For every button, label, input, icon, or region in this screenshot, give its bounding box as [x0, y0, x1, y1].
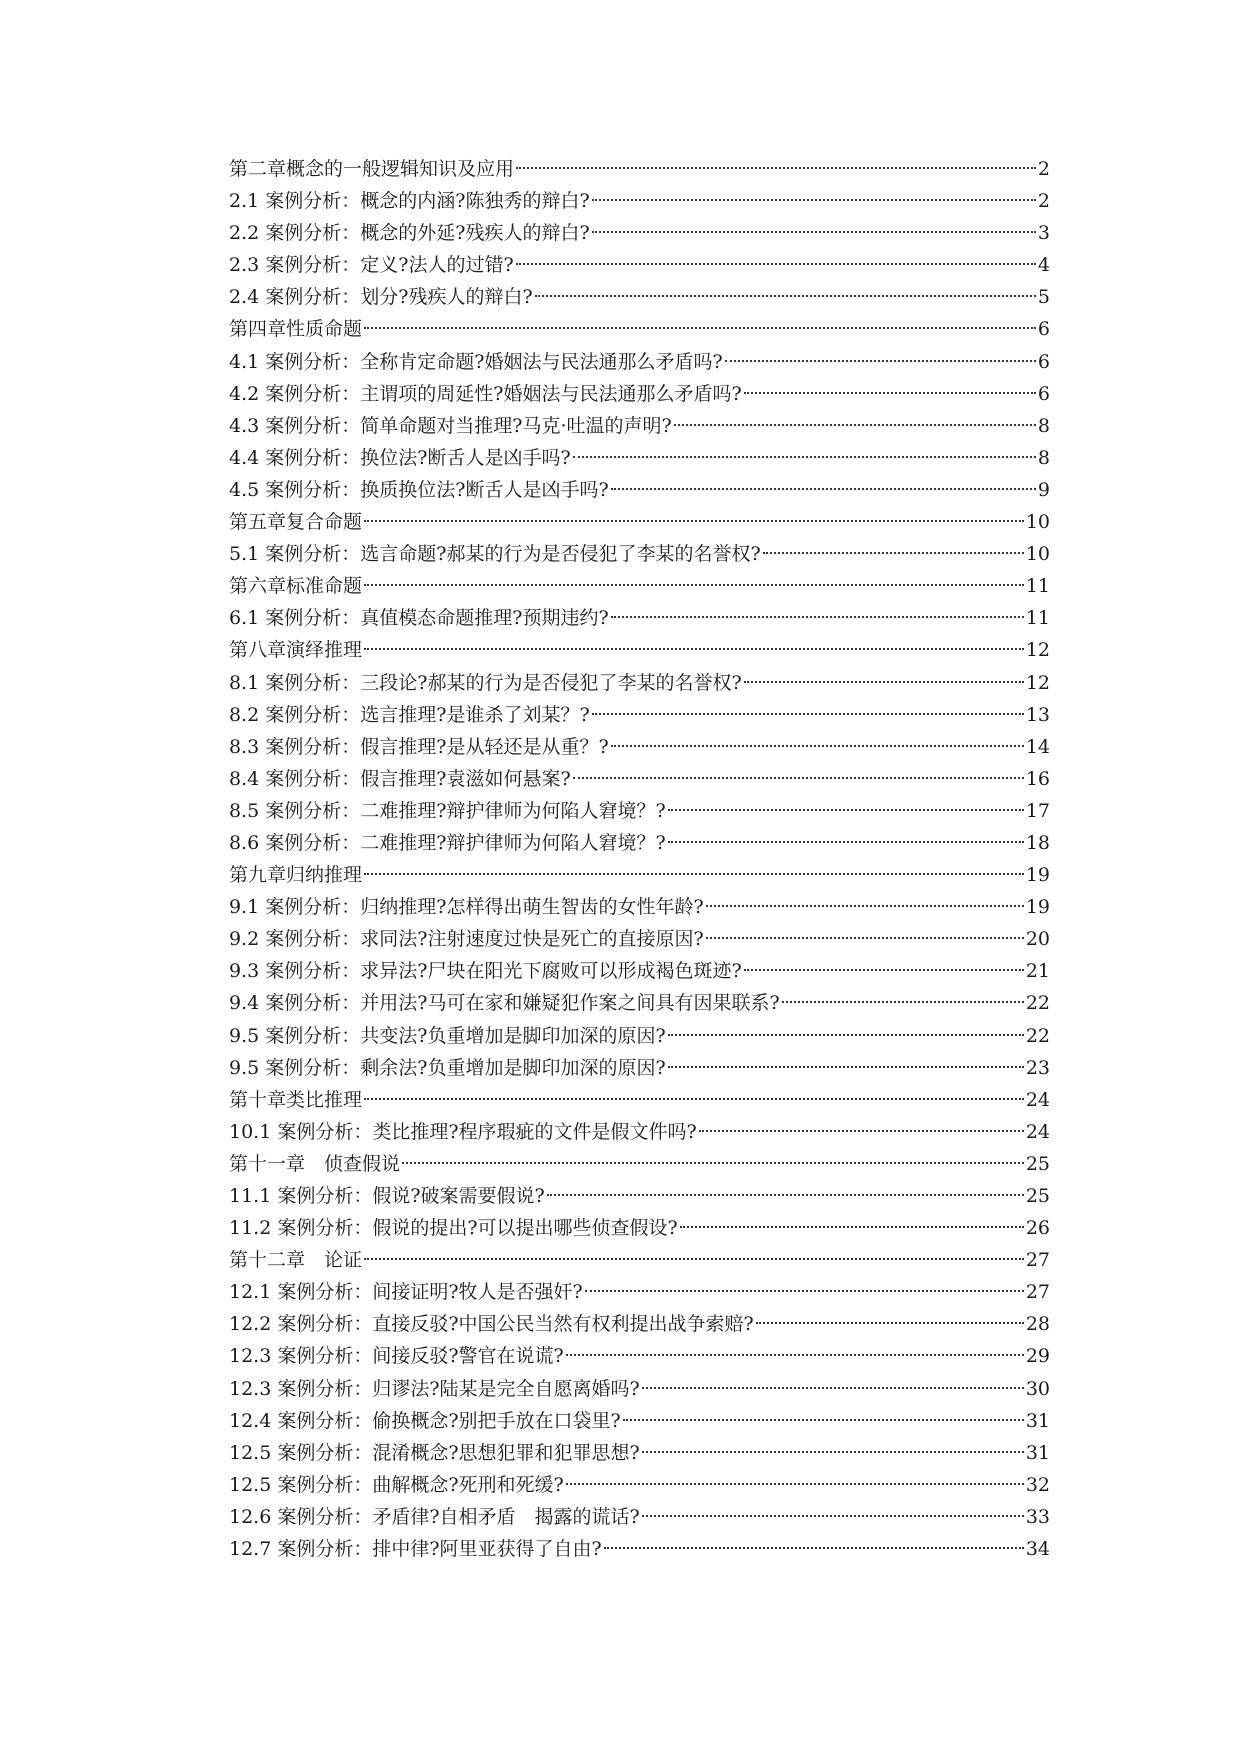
toc-entry[interactable]: [229, 602, 1050, 634]
toc-entry-title: 第六章标准命题: [229, 575, 363, 598]
dot-leader: [623, 1419, 1024, 1421]
toc-entry-page-number: 6: [1037, 382, 1050, 405]
toc-entry[interactable]: [229, 538, 1050, 570]
toc-entry-page-number: 24: [1025, 1120, 1050, 1143]
toc-entry-page-number: 9: [1037, 478, 1050, 501]
dot-leader: [668, 809, 1024, 811]
toc-entry-page-number: 6: [1037, 350, 1050, 373]
toc-entry[interactable]: [229, 1116, 1050, 1148]
toc-entry-title: 9.2 案例分析：求同法?注射速度过快是死亡的直接原因?: [229, 928, 704, 951]
toc-entry-page-number: 4: [1037, 254, 1050, 277]
toc-entry-title: 11.1 案例分析：假说?破案需要假说?: [229, 1185, 545, 1207]
toc-entry[interactable]: [229, 891, 1050, 923]
toc-entry-page-number: 10: [1025, 511, 1050, 534]
dot-leader: [535, 295, 1036, 297]
dot-leader: [611, 488, 1036, 490]
toc-entry[interactable]: [229, 731, 1050, 763]
toc-entry[interactable]: [229, 346, 1050, 378]
toc-entry-title: 12.6 案例分析：矛盾律?自相矛盾 揭露的谎话?: [229, 1505, 640, 1528]
toc-entry-title: 第十二章 论证: [229, 1249, 363, 1272]
dot-leader: [364, 1098, 1024, 1100]
toc-entry-title: 4.5 案例分析：换质换位法?断舌人是凶手吗?: [229, 478, 609, 501]
dot-leader: [699, 1130, 1024, 1132]
toc-entry-page-number: 8: [1037, 446, 1050, 469]
toc-entry-page-number: 16: [1025, 767, 1050, 790]
dot-leader: [668, 1066, 1024, 1068]
dot-leader: [573, 456, 1036, 458]
dot-leader: [566, 1354, 1024, 1356]
toc-entry[interactable]: [229, 1501, 1050, 1533]
dot-leader: [592, 199, 1036, 201]
dot-leader: [585, 1290, 1024, 1292]
toc-entry[interactable]: [229, 249, 1050, 281]
toc-entry-title: 4.2 案例分析：主谓项的周延性?婚姻法与民法通那么矛盾吗?: [229, 382, 742, 405]
toc-entry-page-number: 8: [1037, 414, 1050, 437]
toc-entry[interactable]: [229, 1437, 1050, 1469]
toc-entry[interactable]: [229, 1308, 1050, 1340]
dot-leader: [744, 392, 1036, 394]
toc-entry-page-number: 25: [1025, 1152, 1050, 1175]
toc-entry-title: 8.4 案例分析：假言推理?袁滋如何悬案?: [229, 767, 571, 790]
toc-entry-page-number: 27: [1025, 1249, 1050, 1272]
dot-leader: [706, 905, 1024, 907]
toc-entry[interactable]: [229, 987, 1050, 1019]
dot-leader: [642, 1451, 1024, 1453]
toc-entry-title: 11.2 案例分析：假说的提出?可以提出哪些侦查假设?: [229, 1217, 678, 1240]
toc-entry-page-number: 2: [1037, 190, 1050, 213]
toc-entry-page-number: 31: [1025, 1441, 1050, 1464]
toc-entry-title: 12.5 案例分析：曲解概念?死刑和死缓?: [229, 1473, 564, 1496]
toc-entry-title: 9.1 案例分析：归纳推理?怎样得出萌生智齿的女性年龄?: [229, 896, 704, 919]
toc-entry-page-number: 12: [1025, 639, 1050, 662]
toc-entry[interactable]: [229, 955, 1050, 987]
toc-entry[interactable]: [229, 634, 1050, 666]
toc-entry-page-number: 13: [1025, 703, 1050, 726]
toc-entry[interactable]: [229, 1469, 1050, 1501]
dot-leader: [680, 1226, 1024, 1228]
toc-entry[interactable]: [229, 1020, 1050, 1052]
toc-entry-title: 8.1 案例分析：三段论?郝某的行为是否侵犯了李某的名誉权?: [229, 671, 742, 694]
toc-entry-page-number: 23: [1025, 1056, 1050, 1079]
dot-leader: [668, 841, 1024, 843]
toc-entry-page-number: 11: [1025, 575, 1050, 598]
toc-entry-page-number: 31: [1025, 1409, 1050, 1432]
toc-entry-page-number: 27: [1025, 1281, 1050, 1304]
toc-entry-title: 9.4 案例分析：并用法?马可在家和嫌疑犯作案之间具有因果联系?: [229, 992, 780, 1015]
dot-leader: [668, 1034, 1024, 1036]
toc-entry-title: 12.4 案例分析：偷换概念?别把手放在口袋里?: [229, 1409, 621, 1432]
dot-leader: [364, 1258, 1024, 1260]
dot-leader: [611, 616, 1024, 618]
dot-leader: [604, 1547, 1024, 1549]
toc-entry[interactable]: [229, 763, 1050, 795]
toc-entry-page-number: 14: [1025, 735, 1050, 758]
toc-entry[interactable]: [229, 217, 1050, 249]
toc-entry-title: 12.3 案例分析：间接反驳?警官在说谎?: [229, 1345, 564, 1368]
toc-entry-page-number: 26: [1025, 1217, 1050, 1240]
dot-leader: [516, 167, 1036, 169]
toc-entry[interactable]: [229, 827, 1050, 859]
toc-entry-title: 4.4 案例分析：换位法?断舌人是凶手吗?: [229, 446, 571, 469]
table-of-contents: [229, 153, 1050, 1565]
dot-leader: [547, 1194, 1024, 1196]
dot-leader: [642, 1387, 1024, 1389]
toc-entry-title: 10.1 案例分析：类比推理?程序瑕疵的文件是假文件吗?: [229, 1120, 697, 1143]
dot-leader: [364, 584, 1024, 586]
toc-entry[interactable]: [229, 378, 1050, 410]
toc-entry[interactable]: [229, 281, 1050, 313]
toc-entry[interactable]: [229, 1276, 1050, 1308]
toc-entry[interactable]: [229, 1212, 1050, 1244]
dot-leader: [592, 231, 1036, 233]
toc-entry[interactable]: [229, 313, 1050, 345]
toc-entry-title: 5.1 案例分析：选言命题?郝某的行为是否侵犯了李某的名誉权?: [229, 543, 761, 566]
toc-entry[interactable]: [229, 1373, 1050, 1405]
toc-entry-title: 2.1 案例分析：概念的内涵?陈独秀的辩白?: [229, 190, 590, 213]
toc-entry-title: 8.5 案例分析：二难推理?辩护律师为何陷人窘境？?: [229, 799, 666, 822]
dot-leader: [402, 1162, 1024, 1164]
toc-entry-page-number: 22: [1025, 1024, 1050, 1047]
dot-leader: [674, 424, 1036, 426]
toc-entry-title: 第四章性质命题: [229, 318, 363, 341]
dot-leader: [725, 360, 1036, 362]
dot-leader: [566, 1483, 1024, 1485]
toc-entry[interactable]: [229, 859, 1050, 891]
dot-leader: [706, 937, 1024, 939]
toc-entry-title: 8.3 案例分析：假言推理?是从轻还是从重？?: [229, 735, 609, 758]
toc-entry-title: 2.3 案例分析：定义?法人的过错?: [229, 254, 514, 277]
toc-entry-page-number: 6: [1037, 318, 1050, 341]
toc-entry[interactable]: [229, 699, 1050, 731]
dot-leader: [516, 263, 1036, 265]
dot-leader: [364, 873, 1024, 875]
toc-entry-page-number: 12: [1025, 671, 1050, 694]
toc-entry-title: 第十章类比推理: [229, 1088, 363, 1111]
toc-entry-title: 第二章概念的一般逻辑知识及应用: [229, 158, 515, 180]
toc-entry-title: 9.5 案例分析：共变法?负重增加是脚印加深的原因?: [229, 1024, 666, 1047]
toc-entry[interactable]: [229, 506, 1050, 538]
dot-leader: [744, 969, 1024, 971]
toc-entry-page-number: 34: [1025, 1538, 1050, 1561]
toc-entry[interactable]: [229, 1340, 1050, 1372]
toc-entry[interactable]: [229, 1084, 1050, 1116]
dot-leader: [573, 777, 1024, 779]
toc-entry[interactable]: [229, 185, 1050, 217]
toc-entry-page-number: 2: [1037, 158, 1050, 180]
toc-entry-page-number: 32: [1025, 1473, 1050, 1496]
toc-entry[interactable]: [229, 667, 1050, 699]
toc-entry[interactable]: [229, 442, 1050, 474]
toc-entry[interactable]: [229, 1148, 1050, 1180]
toc-entry-page-number: 25: [1025, 1185, 1050, 1207]
toc-entry-page-number: 30: [1025, 1377, 1050, 1400]
toc-entry-title: 12.3 案例分析：归谬法?陆某是完全自愿离婚吗?: [229, 1377, 640, 1400]
dot-leader: [364, 520, 1024, 522]
toc-entry-page-number: 28: [1025, 1313, 1050, 1336]
toc-entry-title: 12.2 案例分析：直接反驳?中国公民当然有权利提出战争索赔?: [229, 1313, 754, 1336]
toc-entry-page-number: 3: [1037, 222, 1050, 245]
toc-entry-title: 8.2 案例分析：选言推理?是谁杀了刘某？?: [229, 703, 590, 726]
toc-entry-title: 第九章归纳推理: [229, 864, 363, 887]
toc-entry-title: 9.5 案例分析：剩余法?负重增加是脚印加深的原因?: [229, 1056, 666, 1079]
dot-leader: [782, 1001, 1024, 1003]
toc-entry[interactable]: [229, 410, 1050, 442]
toc-entry[interactable]: [229, 1180, 1050, 1212]
dot-leader: [592, 713, 1024, 715]
toc-entry[interactable]: [229, 153, 1050, 185]
toc-entry-title: 8.6 案例分析：二难推理?辩护律师为何陷人窘境？?: [229, 831, 666, 854]
dot-leader: [364, 327, 1036, 329]
toc-entry-page-number: 19: [1025, 864, 1050, 887]
toc-entry-title: 9.3 案例分析：求异法?尸块在阳光下腐败可以形成褐色斑迹?: [229, 960, 742, 983]
toc-entry-page-number: 33: [1025, 1505, 1050, 1528]
dot-leader: [756, 1322, 1024, 1324]
toc-entry-page-number: 11: [1025, 607, 1050, 630]
toc-entry-page-number: 10: [1025, 543, 1050, 566]
toc-entry-title: 4.1 案例分析：全称肯定命题?婚姻法与民法通那么矛盾吗?: [229, 350, 723, 373]
dot-leader: [763, 552, 1024, 554]
toc-entry-title: 第五章复合命题: [229, 511, 363, 534]
toc-entry-title: 12.1 案例分析：间接证明?牧人是否强奸?: [229, 1281, 583, 1304]
toc-entry-title: 12.5 案例分析：混淆概念?思想犯罪和犯罪思想?: [229, 1441, 640, 1464]
toc-entry[interactable]: [229, 570, 1050, 602]
toc-entry-page-number: 24: [1025, 1088, 1050, 1111]
dot-leader: [611, 745, 1024, 747]
toc-entry-page-number: 18: [1025, 831, 1050, 854]
toc-entry-title: 2.4 案例分析：划分?残疾人的辩白?: [229, 286, 533, 309]
toc-entry-page-number: 29: [1025, 1345, 1050, 1368]
toc-entry-page-number: 22: [1025, 992, 1050, 1015]
toc-entry[interactable]: [229, 795, 1050, 827]
toc-entry-page-number: 20: [1025, 928, 1050, 951]
toc-entry-title: 6.1 案例分析：真值模态命题推理?预期违约?: [229, 607, 609, 630]
dot-leader: [364, 648, 1024, 650]
toc-entry-title: 第八章演绎推理: [229, 639, 363, 662]
dot-leader: [744, 681, 1024, 683]
toc-entry-page-number: 19: [1025, 896, 1050, 919]
toc-entry-title: 12.7 案例分析：排中律?阿里亚获得了自由?: [229, 1538, 602, 1561]
toc-entry-title: 2.2 案例分析：概念的外延?残疾人的辩白?: [229, 222, 590, 245]
toc-entry[interactable]: [229, 923, 1050, 955]
toc-entry[interactable]: [229, 1405, 1050, 1437]
toc-entry-title: 4.3 案例分析：简单命题对当推理?马克·吐温的声明?: [229, 414, 672, 437]
toc-entry[interactable]: [229, 1052, 1050, 1084]
toc-entry-title: 第十一章 侦查假说: [229, 1152, 401, 1175]
toc-entry-page-number: 21: [1025, 960, 1050, 983]
toc-entry-page-number: 5: [1037, 286, 1050, 309]
toc-entry[interactable]: [229, 474, 1050, 506]
dot-leader: [642, 1515, 1024, 1517]
toc-entry-page-number: 17: [1025, 799, 1050, 822]
toc-entry[interactable]: [229, 1244, 1050, 1276]
toc-entry[interactable]: [229, 1533, 1050, 1565]
